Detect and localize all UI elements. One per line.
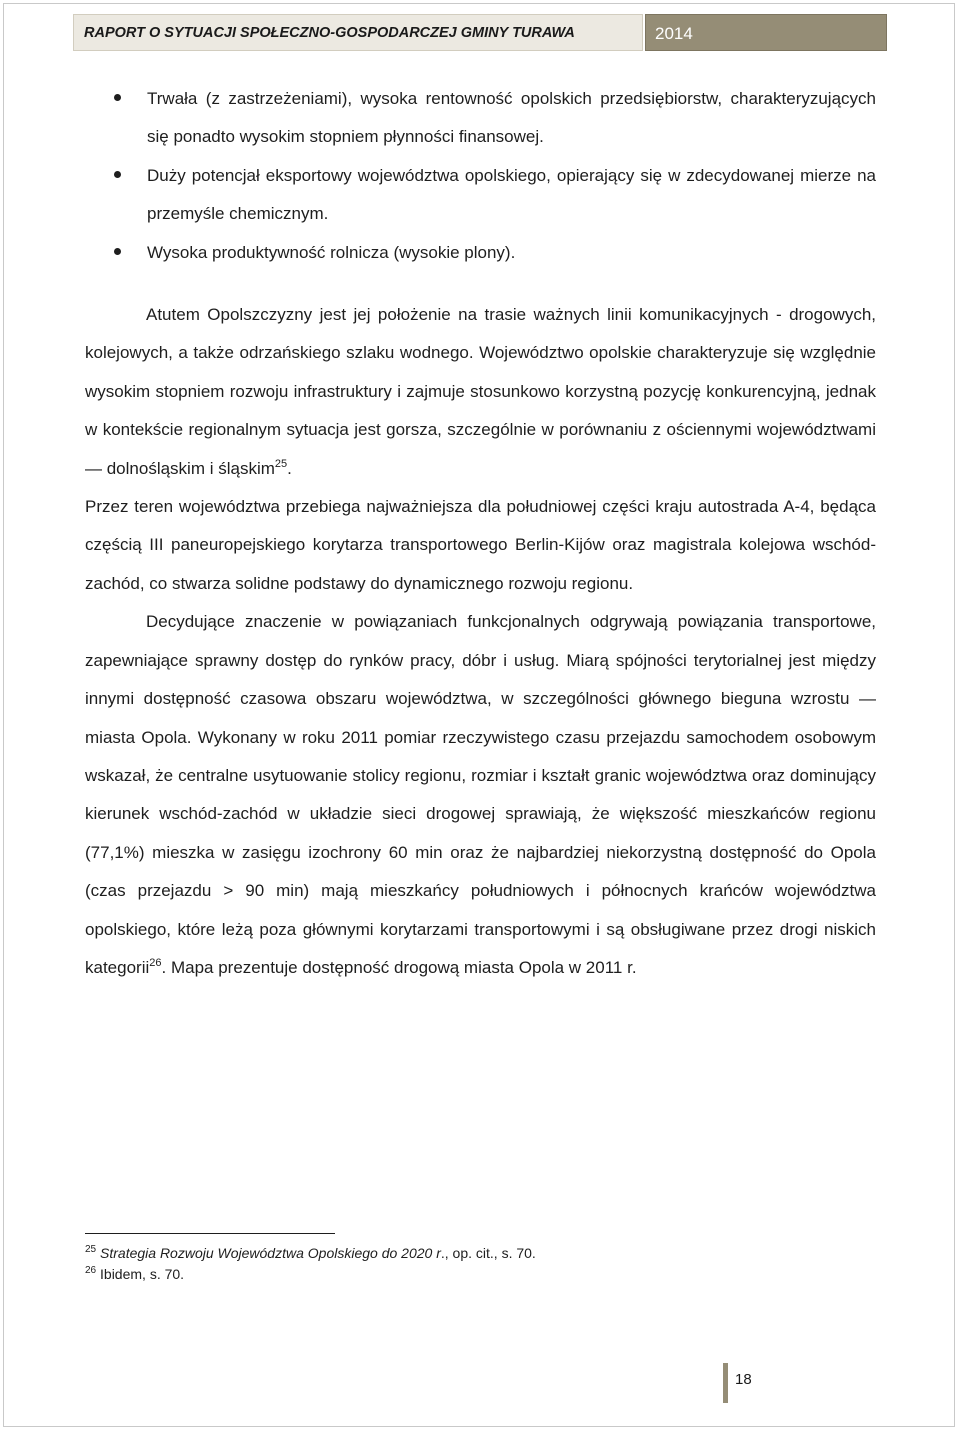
footnote-separator — [85, 1233, 335, 1234]
header-year: 2014 — [645, 14, 887, 51]
footnotes — [85, 1243, 876, 1285]
page-number: 18 — [735, 1371, 752, 1388]
footnote-number: 25 — [85, 1244, 97, 1255]
paragraph-accessibility — [85, 603, 876, 987]
footnote-item — [85, 1243, 876, 1264]
paragraph-end: . — [287, 458, 292, 478]
footnote-number: 26 — [85, 1265, 97, 1276]
paragraph-text: Atutem Opolszczyzny jest jej położenie na trasie ważnych linii komunikacyjnych - drogowych, kolejowych, a także odrzańskiego szlaku wodnego. Województwo opolskie charakteryzuje się względnie wysokim stopniem rozwoju infrastruktury i zajmuje stosunkowo korzystną pozycję konkurencyjną, jednak w kontekście regionalnym sytuacja jest gorsza, szczególnie w porównaniu z ościennymi województwami — dolnośląskim i śląskim — [85, 305, 876, 478]
footnote-item — [85, 1264, 876, 1285]
paragraph-end: . Mapa prezentuje dostępność drogową miasta Opola w 2011 r. — [161, 957, 637, 977]
page-number-box — [723, 1363, 886, 1403]
header-title: RAPORT O SYTUACJI SPOŁECZNO-GOSPODARCZEJ GMINY TURAWA — [73, 14, 643, 51]
footnote-ref[interactable]: 26 — [149, 956, 162, 969]
list-item — [85, 80, 876, 157]
bullet-text: Wysoka produktywność rolnicza (wysokie plony). — [147, 242, 516, 262]
footnote-italic: Strategia Rozwoju Województwa Opolskiego do 2020 r — [100, 1245, 441, 1261]
list-item — [85, 157, 876, 234]
main-content — [85, 80, 876, 987]
footnote-text: ., op. cit., s. 70. — [440, 1245, 536, 1261]
paragraph-highway: Przez teren województwa przebiega najważniejsza dla południowej części kraju autostrada A-4, będąca częścią III paneuropejskiego korytarza transportowego Berlin-Kijów oraz magistrala kolejowa wschód-zachód, co stwarza solidne podstawy do dynamicznego rozwoju regionu. — [85, 497, 876, 593]
bullet-list — [85, 80, 876, 272]
footnote-text: Ibidem, s. 70. — [96, 1266, 185, 1282]
list-item — [85, 234, 876, 272]
paragraph-location — [85, 296, 876, 488]
page-number-accent — [723, 1363, 728, 1403]
footnote-ref[interactable]: 25 — [274, 457, 288, 470]
paragraph-text: Decydujące znaczenie w powiązaniach funkcjonalnych odgrywają powiązania transportowe, zapewniające sprawny dostęp do rynków pracy, dóbr i usług. Miarą spójności terytorialnej jest między innymi dostępność czasowa obszaru województwa, w szczególności głównego bieguna wzrostu — miasta Opola. Wykonany w roku 2011 pomiar rzeczywistego czasu przejazdu samochodem osobowym wskazał, że centralne usytuowanie stolicy regionu, rozmiar i kształt granic województwa oraz dominujący kierunek wschód-zachód w układzie sieci drogowej sprawiają, że większość mieszkańców regionu (77,1%) mieszka w zasięgu izochrony 60 min oraz że najbardziej niekorzystną dostępność do Opola (czas przejazdu > 90 min) mają mieszkańcy południowych i północnych krańców województwa opolskiego, które leżą poza głównymi korytarzami transportowymi i są obsługiwane przez drogi niskich kategorii — [85, 612, 876, 977]
bullet-text: Trwała (z zastrzeżeniami), wysoka rentowność opolskich przedsiębiorstw, charakteryzujących się ponadto wysokim stopniem płynności finansowej. — [147, 89, 876, 147]
bullet-text: Duży potencjał eksportowy województwa opolskiego, opierający się w zdecydowanej mierze na przemyśle chemicznym. — [147, 165, 876, 224]
